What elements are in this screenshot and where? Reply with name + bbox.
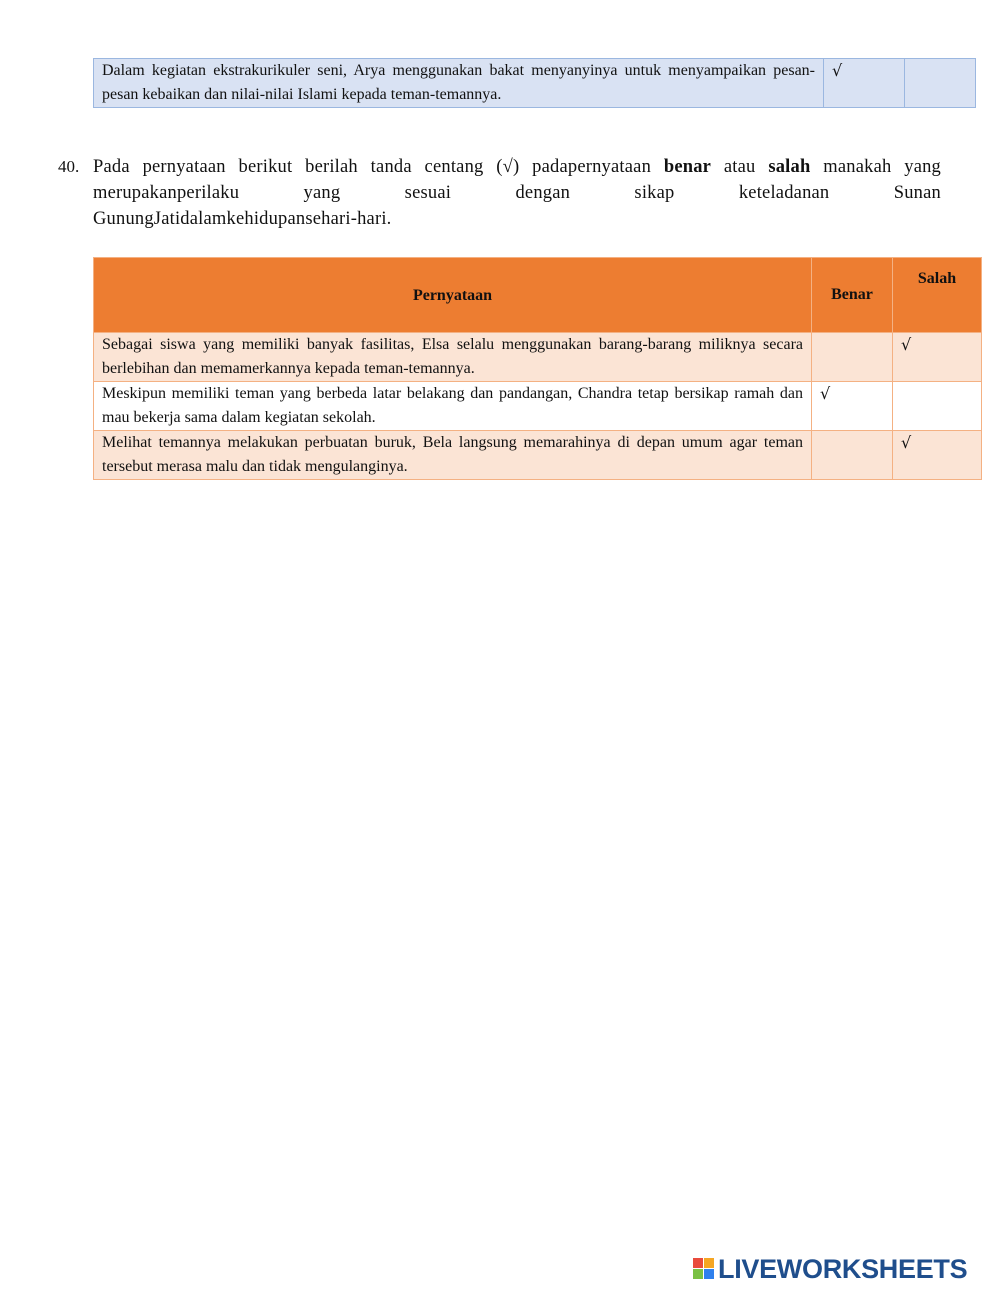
check-mark: √ xyxy=(901,433,912,452)
salah-cell[interactable] xyxy=(893,382,982,431)
statement-cell: Sebagai siswa yang memiliki banyak fasilitas, Elsa selalu menggunakan barang-barang miliknya secara berlebihan dan memamerkannya kepada teman-temannya. xyxy=(94,333,812,382)
keyword-salah: salah xyxy=(768,157,811,177)
question-text-part: Pada pernyataan berikut berilah tanda centang (√) padapernyataan xyxy=(93,157,664,177)
question-text-part: manakah yang xyxy=(810,157,942,177)
statement-cell: Melihat temannya melakukan perbuatan buruk, Bela langsung memarahinya di depan umum agar teman tersebut merasa malu dan tidak mengulanginya. xyxy=(94,431,812,480)
liveworksheets-logo xyxy=(693,1254,993,1284)
logo-block xyxy=(693,1269,703,1279)
question-line-2: merupakanperilaku yang sesuai dengan sikap keteladanan Sunan xyxy=(93,183,941,203)
header-benar: Benar xyxy=(812,258,893,333)
salah-cell[interactable] xyxy=(905,59,976,108)
answer-table xyxy=(93,257,982,480)
previous-question-table xyxy=(93,58,976,108)
question-text-part: atau xyxy=(711,157,769,177)
header-pernyataan: Pernyataan xyxy=(94,258,812,333)
table-row xyxy=(94,59,976,108)
table-row xyxy=(94,382,982,431)
check-mark: √ xyxy=(901,335,912,354)
benar-cell[interactable] xyxy=(824,59,905,108)
statement-cell: Dalam kegiatan ekstrakurikuler seni, Arya menggunakan bakat menyanyinya untuk menyampaikan pesan-pesan kebaikan dan nilai-nilai Islami kepada teman-temannya. xyxy=(94,59,824,108)
logo-block xyxy=(704,1269,714,1279)
table-header-row xyxy=(94,258,982,333)
logo-block xyxy=(704,1258,714,1268)
salah-cell[interactable] xyxy=(893,333,982,382)
statement-cell: Meskipun memiliki teman yang berbeda latar belakang dan pandangan, Chandra tetap bersikap ramah dan mau bekerja sama dalam kegiatan sekolah. xyxy=(94,382,812,431)
benar-cell[interactable] xyxy=(812,382,893,431)
table-row xyxy=(94,333,982,382)
check-mark: √ xyxy=(820,384,831,403)
question-line-1 xyxy=(93,154,941,180)
logo-blocks-icon xyxy=(693,1258,715,1280)
logo-block xyxy=(693,1258,703,1268)
question-line-3: GunungJatidalamkehidupansehari-hari. xyxy=(93,209,392,229)
benar-cell[interactable] xyxy=(812,333,893,382)
benar-cell[interactable] xyxy=(812,431,893,480)
question-text xyxy=(93,154,941,232)
brand-text: LIVEWORKSHEETS xyxy=(718,1253,968,1284)
header-salah: Salah xyxy=(893,258,982,333)
question-number: 40. xyxy=(58,157,80,176)
keyword-benar: benar xyxy=(663,157,712,177)
check-mark: √ xyxy=(832,61,843,80)
table-row xyxy=(94,431,982,480)
salah-cell[interactable] xyxy=(893,431,982,480)
